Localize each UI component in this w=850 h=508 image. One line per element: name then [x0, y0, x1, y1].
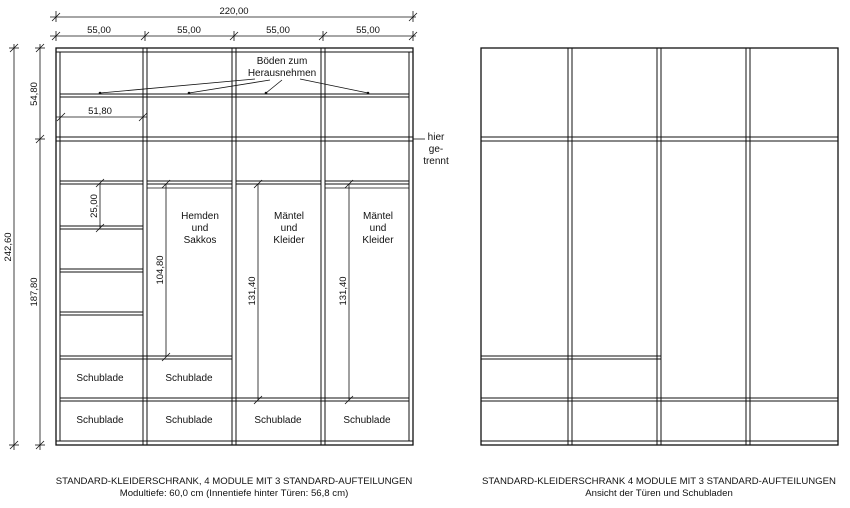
svg-text:Mäntel: Mäntel [273, 211, 305, 222]
drawer-2-upper-label: Schublade [165, 373, 213, 384]
drawers [60, 356, 409, 426]
svg-text:Sakkos: Sakkos [183, 235, 217, 246]
module-width-dimensions [50, 25, 417, 41]
module-width-4: 55,00 [356, 25, 380, 36]
height-bottom-label: 187,80 [29, 277, 40, 307]
drawer-3-lower-label: Schublade [254, 415, 302, 426]
module-width-2: 55,00 [177, 25, 201, 36]
svg-text:Hemden: Hemden [181, 211, 219, 222]
module-3-height-label: 131,40 [247, 276, 258, 306]
overall-width-dimension [50, 6, 417, 22]
module-3-hanging [247, 180, 305, 404]
svg-text:ge-: ge- [428, 144, 444, 155]
shelf-width-label: 51,80 [88, 106, 112, 117]
svg-text:Mäntel: Mäntel [362, 211, 394, 222]
right-elevation-doors [481, 48, 838, 499]
left-elevation [3, 6, 449, 499]
drawer-1-lower-label: Schublade [76, 415, 124, 426]
right-caption-title: STANDARD-KLEIDERSCHRANK 4 MODULE MIT 3 STANDARD-AUFTEILUNGEN [482, 476, 836, 487]
drawer-2-lower-label: Schublade [165, 415, 213, 426]
left-caption-subtitle: Modultiefe: 60,0 cm (Innentiefe hinter Türen: 56,8 cm) [119, 488, 349, 499]
left-caption-title: STANDARD-KLEIDERSCHRANK, 4 MODULE MIT 3 STANDARD-AUFTEILUNGEN [55, 476, 413, 487]
svg-text:Kleider: Kleider [273, 235, 305, 246]
hanging-rails [147, 181, 409, 188]
module-4-hanging [338, 180, 394, 404]
height-dimensions [3, 44, 45, 450]
split-annotation [413, 132, 449, 167]
removable-shelves-label-2: Herausnehmen [247, 68, 317, 79]
svg-text:und: und [191, 223, 209, 234]
shelf-spacing-label: 25,00 [89, 194, 100, 218]
removable-shelves-annotation [99, 56, 370, 94]
svg-text:hier: hier [427, 132, 445, 143]
module-2-height-label: 104,80 [155, 255, 166, 285]
svg-text:trennt: trennt [423, 156, 449, 167]
module-width-3: 55,00 [266, 25, 290, 36]
height-top-label: 54,80 [29, 82, 40, 106]
drawer-1-upper-label: Schublade [76, 373, 124, 384]
module-2-hanging [155, 180, 219, 361]
svg-text:und: und [369, 223, 387, 234]
top-shelves [60, 94, 409, 97]
right-caption-subtitle: Ansicht der Türen und Schubladen [585, 488, 733, 499]
removable-shelves-label-1: Böden zum [256, 56, 308, 67]
drawer-4-lower-label: Schublade [343, 415, 391, 426]
svg-text:und: und [280, 223, 298, 234]
module-1-shelves [60, 179, 143, 315]
svg-text:Kleider: Kleider [362, 235, 394, 246]
module-4-height-label: 131,40 [338, 276, 349, 306]
height-total-label: 242,60 [3, 232, 14, 262]
shelf-width-dimension [56, 106, 147, 121]
overall-width-label: 220,00 [219, 6, 249, 17]
module-width-1: 55,00 [87, 25, 111, 36]
